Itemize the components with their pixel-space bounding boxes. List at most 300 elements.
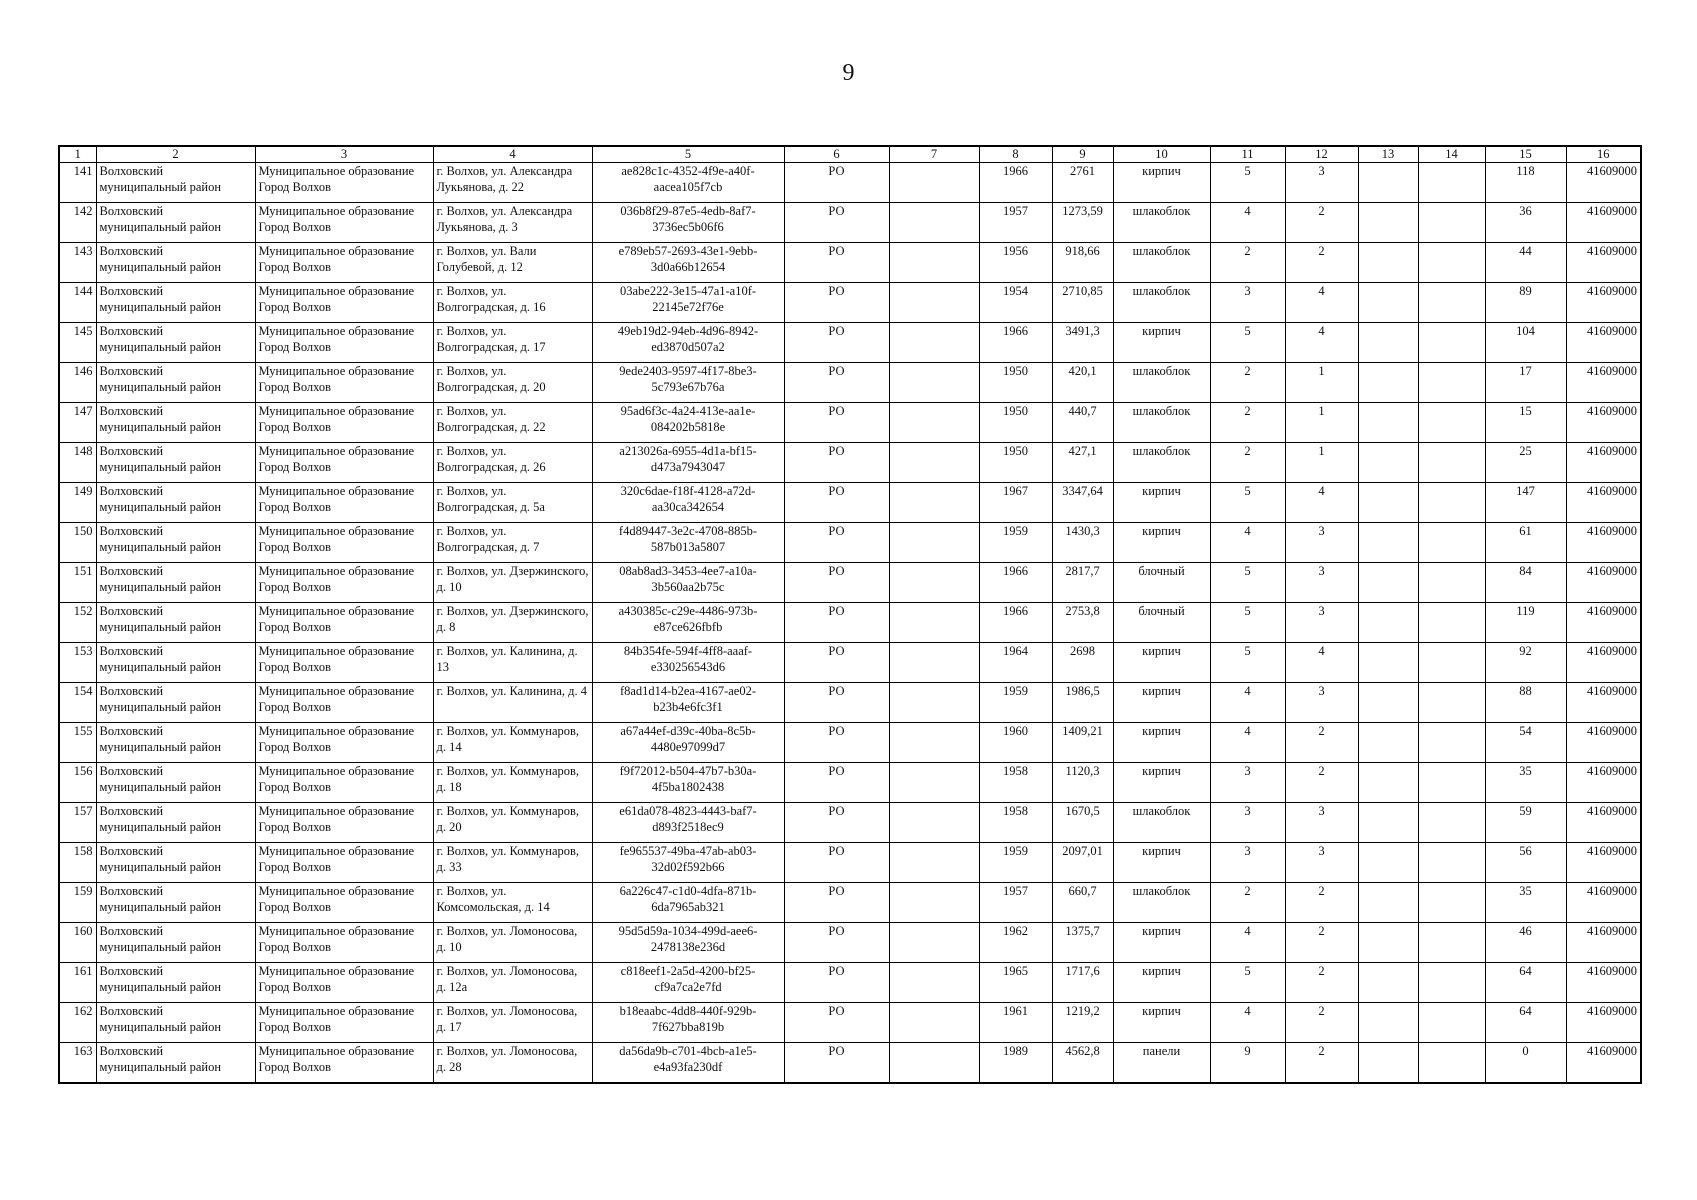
table-cell-col-11: 3: [1210, 843, 1285, 883]
table-cell-col-15: 0: [1485, 1043, 1566, 1084]
table-cell-col-9: 2710,85: [1052, 283, 1113, 323]
table-cell-col-15: 88: [1485, 683, 1566, 723]
table-cell-col-9: 1120,3: [1052, 763, 1113, 803]
table-cell-col-11: 3: [1210, 803, 1285, 843]
table-cell-col-12: 3: [1285, 523, 1358, 563]
table-cell-col-11: 4: [1210, 923, 1285, 963]
table-cell-col-9: 2698: [1052, 643, 1113, 683]
table-cell-col-2: Волховский муниципальный район: [96, 643, 255, 683]
table-cell-col-6: РО: [784, 603, 889, 643]
table-cell-col-10: кирпич: [1113, 963, 1210, 1003]
table-cell-col-5: 49eb19d2-94eb-4d96-8942-ed3870d507a2: [592, 323, 784, 363]
table-cell-col-9: 1273,59: [1052, 203, 1113, 243]
table-cell-col-12: 3: [1285, 603, 1358, 643]
table-cell-col-13: [1358, 803, 1418, 843]
table-row: [59, 323, 1641, 363]
table-cell-col-1: 144: [59, 283, 96, 323]
table-cell-col-2: Волховский муниципальный район: [96, 323, 255, 363]
table-cell-col-4: г. Волхов, ул. Коммунаров, д. 14: [433, 723, 592, 763]
table-cell-col-15: 119: [1485, 603, 1566, 643]
table-cell-col-1: 145: [59, 323, 96, 363]
table-cell-col-6: РО: [784, 403, 889, 443]
table-cell-col-15: 118: [1485, 163, 1566, 203]
column-header-13: 13: [1358, 146, 1418, 163]
table-cell-col-4: г. Волхов, ул. Коммунаров, д. 20: [433, 803, 592, 843]
table-cell-col-8: 1962: [979, 923, 1052, 963]
table-cell-col-3: Муниципальное образование Город Волхов: [255, 243, 433, 283]
table-cell-col-2: Волховский муниципальный район: [96, 163, 255, 203]
table-cell-col-9: 1219,2: [1052, 1003, 1113, 1043]
table-cell-col-7: [889, 603, 979, 643]
table-cell-col-13: [1358, 363, 1418, 403]
table-row: [59, 523, 1641, 563]
table-cell-col-6: РО: [784, 643, 889, 683]
table-cell-col-16: 41609000: [1566, 203, 1641, 243]
table-cell-col-7: [889, 363, 979, 403]
table-row: [59, 643, 1641, 683]
table-cell-col-8: 1959: [979, 683, 1052, 723]
table-cell-col-13: [1358, 163, 1418, 203]
table-cell-col-12: 3: [1285, 163, 1358, 203]
table-cell-col-11: 5: [1210, 643, 1285, 683]
table-cell-col-9: 918,66: [1052, 243, 1113, 283]
table-cell-col-3: Муниципальное образование Город Волхов: [255, 643, 433, 683]
table-cell-col-14: [1418, 1003, 1485, 1043]
table-cell-col-3: Муниципальное образование Город Волхов: [255, 1003, 433, 1043]
table-cell-col-4: г. Волхов, ул. Дзержинского, д. 10: [433, 563, 592, 603]
table-cell-col-9: 427,1: [1052, 443, 1113, 483]
table-cell-col-10: шлакоблок: [1113, 203, 1210, 243]
table-cell-col-1: 156: [59, 763, 96, 803]
table-cell-col-1: 142: [59, 203, 96, 243]
table-cell-col-3: Муниципальное образование Город Волхов: [255, 323, 433, 363]
table-cell-col-14: [1418, 1043, 1485, 1084]
table-cell-col-11: 5: [1210, 963, 1285, 1003]
table-cell-col-1: 153: [59, 643, 96, 683]
column-header-14: 14: [1418, 146, 1485, 163]
table-cell-col-16: 41609000: [1566, 283, 1641, 323]
table-cell-col-15: 64: [1485, 963, 1566, 1003]
table-cell-col-8: 1950: [979, 443, 1052, 483]
table-cell-col-13: [1358, 403, 1418, 443]
table-cell-col-5: 95d5d59a-1034-499d-aee6-2478138e236d: [592, 923, 784, 963]
table-cell-col-16: 41609000: [1566, 563, 1641, 603]
table-cell-col-8: 1966: [979, 163, 1052, 203]
table-cell-col-1: 161: [59, 963, 96, 1003]
table-cell-col-2: Волховский муниципальный район: [96, 283, 255, 323]
table-row: [59, 563, 1641, 603]
column-header-6: 6: [784, 146, 889, 163]
table-cell-col-14: [1418, 483, 1485, 523]
table-cell-col-11: 4: [1210, 523, 1285, 563]
table-cell-col-12: 3: [1285, 803, 1358, 843]
table-cell-col-6: РО: [784, 723, 889, 763]
table-cell-col-8: 1958: [979, 763, 1052, 803]
table-cell-col-4: г. Волхов, ул. Ломоносова, д. 12а: [433, 963, 592, 1003]
table-cell-col-6: РО: [784, 883, 889, 923]
table-cell-col-13: [1358, 1003, 1418, 1043]
table-cell-col-13: [1358, 763, 1418, 803]
table-cell-col-14: [1418, 683, 1485, 723]
table-cell-col-9: 2817,7: [1052, 563, 1113, 603]
table-cell-col-1: 149: [59, 483, 96, 523]
table-row: [59, 683, 1641, 723]
table-cell-col-12: 4: [1285, 283, 1358, 323]
table-cell-col-11: 2: [1210, 443, 1285, 483]
table-cell-col-16: 41609000: [1566, 483, 1641, 523]
table-cell-col-15: 36: [1485, 203, 1566, 243]
table-cell-col-4: г. Волхов, ул. Волгоградская, д. 22: [433, 403, 592, 443]
table-cell-col-11: 3: [1210, 763, 1285, 803]
table-cell-col-2: Волховский муниципальный район: [96, 243, 255, 283]
table-cell-col-8: 1950: [979, 363, 1052, 403]
table-cell-col-4: г. Волхов, ул. Вали Голубевой, д. 12: [433, 243, 592, 283]
table-cell-col-12: 4: [1285, 643, 1358, 683]
table-cell-col-1: 155: [59, 723, 96, 763]
table-cell-col-12: 2: [1285, 963, 1358, 1003]
table-cell-col-1: 159: [59, 883, 96, 923]
table-cell-col-7: [889, 803, 979, 843]
table-cell-col-3: Муниципальное образование Город Волхов: [255, 603, 433, 643]
table-cell-col-5: 9ede2403-9597-4f17-8be3-5c793e67b76a: [592, 363, 784, 403]
table-cell-col-14: [1418, 203, 1485, 243]
table-cell-col-6: РО: [784, 1003, 889, 1043]
table-cell-col-7: [889, 643, 979, 683]
table-cell-col-16: 41609000: [1566, 843, 1641, 883]
table-cell-col-15: 35: [1485, 763, 1566, 803]
column-header-5: 5: [592, 146, 784, 163]
table-cell-col-13: [1358, 683, 1418, 723]
table-cell-col-2: Волховский муниципальный район: [96, 603, 255, 643]
table-cell-col-16: 41609000: [1566, 683, 1641, 723]
table-cell-col-12: 3: [1285, 563, 1358, 603]
column-header-15: 15: [1485, 146, 1566, 163]
table-cell-col-13: [1358, 923, 1418, 963]
table-cell-col-6: РО: [784, 803, 889, 843]
table-cell-col-7: [889, 403, 979, 443]
table-cell-col-9: 1430,3: [1052, 523, 1113, 563]
table-cell-col-5: 95ad6f3c-4a24-413e-aa1e-084202b5818e: [592, 403, 784, 443]
table-cell-col-8: 1957: [979, 883, 1052, 923]
table-row: [59, 763, 1641, 803]
column-header-12: 12: [1285, 146, 1358, 163]
table-cell-col-3: Муниципальное образование Город Волхов: [255, 163, 433, 203]
table-cell-col-4: г. Волхов, ул. Дзержинского, д. 8: [433, 603, 592, 643]
table-cell-col-1: 141: [59, 163, 96, 203]
table-cell-col-12: 1: [1285, 403, 1358, 443]
column-header-11: 11: [1210, 146, 1285, 163]
table-cell-col-8: 1966: [979, 603, 1052, 643]
table-cell-col-10: кирпич: [1113, 163, 1210, 203]
table-cell-col-8: 1959: [979, 843, 1052, 883]
table-cell-col-7: [889, 483, 979, 523]
table-cell-col-4: г. Волхов, ул. Волгоградская, д. 20: [433, 363, 592, 403]
table-cell-col-11: 2: [1210, 243, 1285, 283]
table-cell-col-4: г. Волхов, ул. Волгоградская, д. 16: [433, 283, 592, 323]
table-cell-col-7: [889, 563, 979, 603]
table-cell-col-6: РО: [784, 443, 889, 483]
table-cell-col-11: 5: [1210, 483, 1285, 523]
column-header-10: 10: [1113, 146, 1210, 163]
table-cell-col-2: Волховский муниципальный район: [96, 883, 255, 923]
table-cell-col-11: 2: [1210, 883, 1285, 923]
table-row: [59, 1003, 1641, 1043]
table-cell-col-15: 44: [1485, 243, 1566, 283]
table-cell-col-1: 150: [59, 523, 96, 563]
table-cell-col-14: [1418, 563, 1485, 603]
table-cell-col-13: [1358, 1043, 1418, 1084]
table-cell-col-16: 41609000: [1566, 963, 1641, 1003]
table-cell-col-15: 59: [1485, 803, 1566, 843]
table-cell-col-9: 2753,8: [1052, 603, 1113, 643]
table-cell-col-13: [1358, 203, 1418, 243]
table-cell-col-8: 1960: [979, 723, 1052, 763]
table-cell-col-4: г. Волхов, ул. Александра Лукьянова, д. 3: [433, 203, 592, 243]
table-cell-col-4: г. Волхов, ул. Ломоносова, д. 17: [433, 1003, 592, 1043]
table-cell-col-2: Волховский муниципальный район: [96, 923, 255, 963]
table-cell-col-15: 147: [1485, 483, 1566, 523]
table-row: [59, 483, 1641, 523]
table-cell-col-7: [889, 843, 979, 883]
table-cell-col-10: шлакоблок: [1113, 243, 1210, 283]
table-cell-col-5: a430385c-c29e-4486-973b-e87ce626fbfb: [592, 603, 784, 643]
table-cell-col-16: 41609000: [1566, 723, 1641, 763]
table-cell-col-8: 1989: [979, 1043, 1052, 1084]
table-cell-col-8: 1967: [979, 483, 1052, 523]
table-cell-col-15: 84: [1485, 563, 1566, 603]
table-cell-col-15: 92: [1485, 643, 1566, 683]
table-cell-col-13: [1358, 483, 1418, 523]
table-cell-col-8: 1964: [979, 643, 1052, 683]
table-cell-col-4: г. Волхов, ул. Волгоградская, д. 17: [433, 323, 592, 363]
column-header-3: 3: [255, 146, 433, 163]
table-cell-col-1: 160: [59, 923, 96, 963]
table-cell-col-3: Муниципальное образование Город Волхов: [255, 523, 433, 563]
table-row: [59, 203, 1641, 243]
table-cell-col-2: Волховский муниципальный район: [96, 723, 255, 763]
table-cell-col-11: 5: [1210, 563, 1285, 603]
table-cell-col-2: Волховский муниципальный район: [96, 483, 255, 523]
table-cell-col-1: 162: [59, 1003, 96, 1043]
table-row: [59, 283, 1641, 323]
table-cell-col-6: РО: [784, 963, 889, 1003]
table-cell-col-7: [889, 963, 979, 1003]
table-cell-col-6: РО: [784, 243, 889, 283]
table-cell-col-14: [1418, 803, 1485, 843]
table-cell-col-15: 25: [1485, 443, 1566, 483]
table-cell-col-6: РО: [784, 563, 889, 603]
table-body: [59, 163, 1641, 1084]
table-cell-col-12: 4: [1285, 483, 1358, 523]
table-cell-col-1: 154: [59, 683, 96, 723]
table-cell-col-4: г. Волхов, ул. Коммунаров, д. 18: [433, 763, 592, 803]
table-cell-col-5: fe965537-49ba-47ab-ab03-32d02f592b66: [592, 843, 784, 883]
table-cell-col-16: 41609000: [1566, 443, 1641, 483]
table-cell-col-5: ae828c1c-4352-4f9e-a40f-aacea105f7cb: [592, 163, 784, 203]
table-cell-col-10: кирпич: [1113, 523, 1210, 563]
table-cell-col-7: [889, 883, 979, 923]
table-cell-col-14: [1418, 243, 1485, 283]
table-cell-col-6: РО: [784, 683, 889, 723]
table-cell-col-8: 1954: [979, 283, 1052, 323]
table-cell-col-8: 1959: [979, 523, 1052, 563]
table-cell-col-16: 41609000: [1566, 163, 1641, 203]
table-cell-col-6: РО: [784, 363, 889, 403]
table-cell-col-6: РО: [784, 1043, 889, 1084]
table-cell-col-1: 158: [59, 843, 96, 883]
table-cell-col-15: 64: [1485, 1003, 1566, 1043]
table-cell-col-10: кирпич: [1113, 923, 1210, 963]
table-cell-col-15: 46: [1485, 923, 1566, 963]
table-cell-col-6: РО: [784, 843, 889, 883]
table-cell-col-13: [1358, 563, 1418, 603]
table-row: [59, 963, 1641, 1003]
table-cell-col-14: [1418, 843, 1485, 883]
table-row: [59, 163, 1641, 203]
table-cell-col-2: Волховский муниципальный район: [96, 843, 255, 883]
table-cell-col-12: 2: [1285, 1003, 1358, 1043]
table-cell-col-11: 3: [1210, 283, 1285, 323]
table-cell-col-1: 146: [59, 363, 96, 403]
table-cell-col-14: [1418, 963, 1485, 1003]
table-cell-col-13: [1358, 723, 1418, 763]
table-cell-col-1: 163: [59, 1043, 96, 1084]
table-cell-col-2: Волховский муниципальный район: [96, 1043, 255, 1084]
column-header-1: 1: [59, 146, 96, 163]
table-cell-col-3: Муниципальное образование Город Волхов: [255, 963, 433, 1003]
table-cell-col-14: [1418, 403, 1485, 443]
table-cell-col-13: [1358, 443, 1418, 483]
table-cell-col-9: 1670,5: [1052, 803, 1113, 843]
table-cell-col-14: [1418, 643, 1485, 683]
table-cell-col-5: f4d89447-3e2c-4708-885b-587b013a5807: [592, 523, 784, 563]
table-row: [59, 363, 1641, 403]
table-cell-col-5: 08ab8ad3-3453-4ee7-a10a-3b560aa2b75c: [592, 563, 784, 603]
table-cell-col-6: РО: [784, 483, 889, 523]
column-header-7: 7: [889, 146, 979, 163]
table-cell-col-13: [1358, 323, 1418, 363]
table-cell-col-11: 5: [1210, 603, 1285, 643]
table-cell-col-4: г. Волхов, ул. Калинина, д. 13: [433, 643, 592, 683]
table-cell-col-6: РО: [784, 923, 889, 963]
table-row: [59, 443, 1641, 483]
table-cell-col-3: Муниципальное образование Город Волхов: [255, 283, 433, 323]
table-cell-col-2: Волховский муниципальный район: [96, 563, 255, 603]
table-cell-col-9: 420,1: [1052, 363, 1113, 403]
table-cell-col-4: г. Волхов, ул. Ломоносова, д. 10: [433, 923, 592, 963]
table-cell-col-10: шлакоблок: [1113, 283, 1210, 323]
table-cell-col-5: f8ad1d14-b2ea-4167-ae02-b23b4e6fc3f1: [592, 683, 784, 723]
table-cell-col-16: 41609000: [1566, 923, 1641, 963]
table-cell-col-1: 152: [59, 603, 96, 643]
table-cell-col-2: Волховский муниципальный район: [96, 443, 255, 483]
table-cell-col-11: 4: [1210, 203, 1285, 243]
table-cell-col-5: a67a44ef-d39c-40ba-8c5b-4480e97099d7: [592, 723, 784, 763]
table-cell-col-7: [889, 443, 979, 483]
table-cell-col-11: 5: [1210, 323, 1285, 363]
table-cell-col-16: 41609000: [1566, 763, 1641, 803]
table-cell-col-10: шлакоблок: [1113, 403, 1210, 443]
table-cell-col-8: 1966: [979, 323, 1052, 363]
table-cell-col-9: 440,7: [1052, 403, 1113, 443]
table-cell-col-7: [889, 163, 979, 203]
table-cell-col-5: 84b354fe-594f-4ff8-aaaf-e330256543d6: [592, 643, 784, 683]
table-row: [59, 243, 1641, 283]
table-cell-col-16: 41609000: [1566, 323, 1641, 363]
table-cell-col-1: 147: [59, 403, 96, 443]
table-cell-col-16: 41609000: [1566, 363, 1641, 403]
table-cell-col-7: [889, 243, 979, 283]
table-cell-col-14: [1418, 523, 1485, 563]
table-cell-col-11: 2: [1210, 403, 1285, 443]
table-cell-col-4: г. Волхов, ул. Ломоносова, д. 28: [433, 1043, 592, 1084]
table-cell-col-10: кирпич: [1113, 723, 1210, 763]
table-cell-col-10: панели: [1113, 1043, 1210, 1084]
table-cell-col-16: 41609000: [1566, 243, 1641, 283]
table-cell-col-11: 4: [1210, 683, 1285, 723]
table-cell-col-9: 1986,5: [1052, 683, 1113, 723]
table-cell-col-12: 3: [1285, 683, 1358, 723]
table-cell-col-14: [1418, 323, 1485, 363]
table-cell-col-2: Волховский муниципальный район: [96, 403, 255, 443]
table-cell-col-7: [889, 923, 979, 963]
table-row: [59, 803, 1641, 843]
table-cell-col-3: Муниципальное образование Город Волхов: [255, 803, 433, 843]
table-cell-col-3: Муниципальное образование Город Волхов: [255, 1043, 433, 1084]
table-cell-col-10: кирпич: [1113, 1003, 1210, 1043]
table-cell-col-7: [889, 1043, 979, 1084]
table-row: [59, 723, 1641, 763]
table-cell-col-2: Волховский муниципальный район: [96, 523, 255, 563]
table-cell-col-3: Муниципальное образование Город Волхов: [255, 403, 433, 443]
table-cell-col-12: 2: [1285, 1043, 1358, 1084]
table-cell-col-2: Волховский муниципальный район: [96, 683, 255, 723]
table-cell-col-5: e789eb57-2693-43e1-9ebb-3d0a66b12654: [592, 243, 784, 283]
table-cell-col-14: [1418, 883, 1485, 923]
column-number-header-row: [59, 146, 1641, 163]
table-cell-col-10: блочный: [1113, 603, 1210, 643]
table-cell-col-14: [1418, 923, 1485, 963]
table-cell-col-12: 2: [1285, 203, 1358, 243]
table-cell-col-9: 3347,64: [1052, 483, 1113, 523]
table-cell-col-10: кирпич: [1113, 763, 1210, 803]
table-cell-col-2: Волховский муниципальный район: [96, 363, 255, 403]
table-cell-col-8: 1966: [979, 563, 1052, 603]
table-cell-col-5: b18eaabc-4dd8-440f-929b-7f627bba819b: [592, 1003, 784, 1043]
table-cell-col-3: Муниципальное образование Город Волхов: [255, 763, 433, 803]
table-cell-col-14: [1418, 603, 1485, 643]
table-cell-col-5: a213026a-6955-4d1a-bf15-d473a7943047: [592, 443, 784, 483]
table-cell-col-3: Муниципальное образование Город Волхов: [255, 443, 433, 483]
table-cell-col-4: г. Волхов, ул. Волгоградская, д. 5а: [433, 483, 592, 523]
table-cell-col-7: [889, 283, 979, 323]
table-cell-col-12: 3: [1285, 843, 1358, 883]
table-cell-col-5: c818eef1-2a5d-4200-bf25-cf9a7ca2e7fd: [592, 963, 784, 1003]
column-header-16: 16: [1566, 146, 1641, 163]
table-cell-col-10: шлакоблок: [1113, 803, 1210, 843]
table-cell-col-8: 1961: [979, 1003, 1052, 1043]
table-cell-col-11: 4: [1210, 723, 1285, 763]
table-cell-col-5: 320c6dae-f18f-4128-a72d-aa30ca342654: [592, 483, 784, 523]
table-row: [59, 923, 1641, 963]
table-cell-col-1: 157: [59, 803, 96, 843]
table-cell-col-16: 41609000: [1566, 603, 1641, 643]
table-cell-col-16: 41609000: [1566, 643, 1641, 683]
table-cell-col-9: 1409,21: [1052, 723, 1113, 763]
table-cell-col-7: [889, 723, 979, 763]
table-cell-col-12: 2: [1285, 723, 1358, 763]
column-header-8: 8: [979, 146, 1052, 163]
